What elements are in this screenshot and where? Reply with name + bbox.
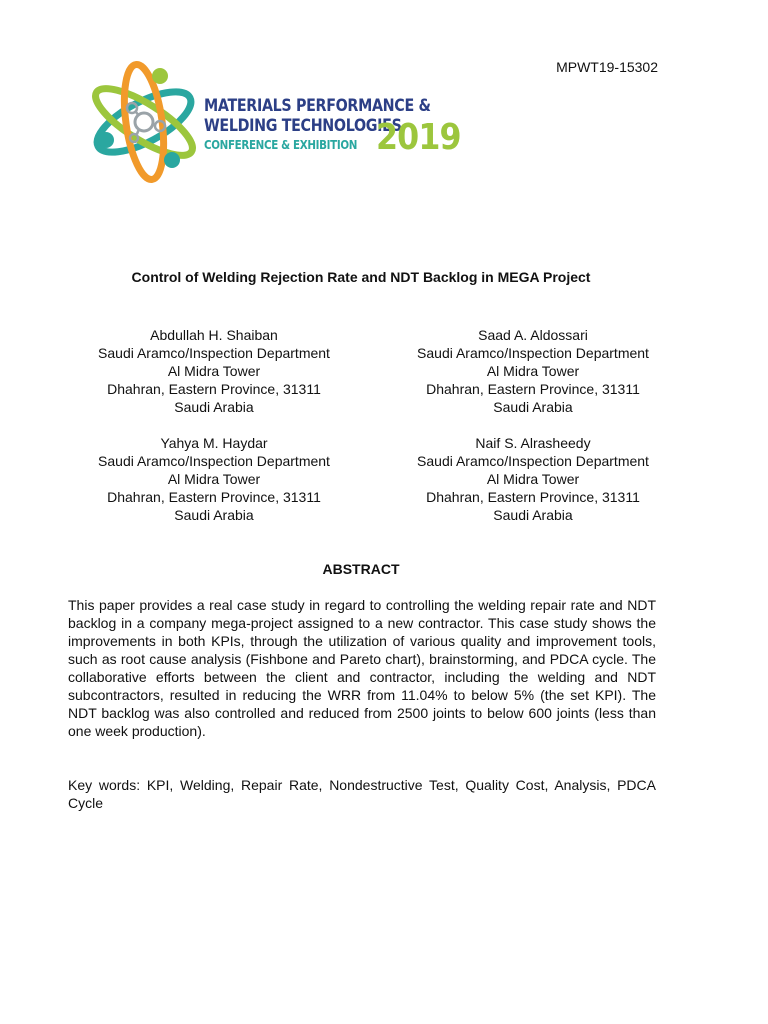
author-country: Saudi Arabia (493, 399, 573, 415)
logo-line-3: CONFERENCE & EXHIBITION (204, 138, 358, 152)
author-name: Yahya M. Haydar (160, 435, 268, 451)
author-block-3 (69, 434, 359, 524)
atom-logo-icon (86, 56, 198, 184)
author-building: Al Midra Tower (167, 363, 261, 379)
author-country: Saudi Arabia (493, 507, 573, 523)
paper-title: Control of Welding Rejection Rate and NDT Backlog in MEGA Project (131, 269, 591, 285)
abstract-body: This paper provides a real case study in regard to controlling the welding repair rate and NDT backlog in a company mega-project assigned to a new contractor. This case study shows the improvements in both KPIs, through the utilization of various quality and improvement tools, such as root cause analysis (Fishbone and Pareto chart), brainstorming, and PDCA cycle. The collaborative efforts between the client and contractor, including the welding and NDT subcontractors, resulted in reducing the WRR from 11.04% to below 5% (the set KPI). The NDT backlog was also controlled and reduced from 2500 joints to below 600 joints (less than one week production). (68, 597, 656, 739)
author-name: Saad A. Aldossari (478, 327, 588, 343)
author-affiliation: Saudi Aramco/Inspection Department (417, 345, 649, 361)
logo-wordmark (204, 96, 461, 176)
author-country: Saudi Arabia (174, 507, 254, 523)
conference-logo (86, 56, 461, 188)
author-name: Naif S. Alrasheedy (475, 435, 591, 451)
author-building: Al Midra Tower (486, 471, 580, 487)
author-city: Dhahran, Eastern Province, 31311 (426, 381, 640, 397)
author-name: Abdullah H. Shaiban (150, 327, 278, 343)
author-building: Al Midra Tower (167, 471, 261, 487)
author-affiliation: Saudi Aramco/Inspection Department (417, 453, 649, 469)
author-country: Saudi Arabia (174, 399, 254, 415)
author-city: Dhahran, Eastern Province, 31311 (107, 489, 321, 505)
logo-line-1: MATERIALS PERFORMANCE & (204, 96, 431, 116)
author-city: Dhahran, Eastern Province, 31311 (107, 381, 321, 397)
author-block-1 (69, 326, 359, 416)
author-block-4 (388, 434, 678, 524)
keywords: Key words: KPI, Welding, Repair Rate, Nondestructive Test, Quality Cost, Analysis, PDCA Cycle (68, 777, 656, 811)
author-affiliation: Saudi Aramco/Inspection Department (98, 453, 330, 469)
paper-id: MPWT19-15302 (556, 59, 658, 75)
logo-line-2: WELDING TECHNOLOGIES (204, 116, 402, 136)
author-block-2 (388, 326, 678, 416)
author-affiliation: Saudi Aramco/Inspection Department (98, 345, 330, 361)
logo-year: 2019 (376, 117, 461, 158)
author-building: Al Midra Tower (486, 363, 580, 379)
author-city: Dhahran, Eastern Province, 31311 (426, 489, 640, 505)
abstract-heading: ABSTRACT (322, 561, 400, 577)
